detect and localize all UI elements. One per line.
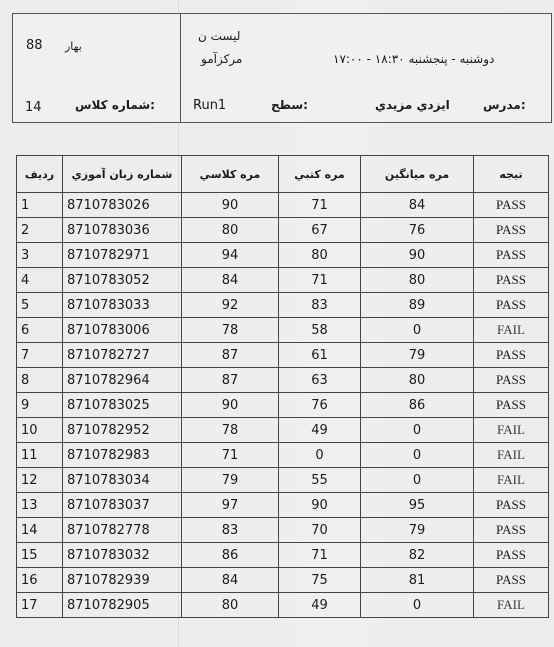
row-number-cell: 11 xyxy=(17,443,63,468)
result-cell: PASS xyxy=(474,243,549,268)
table-row xyxy=(17,543,549,568)
result-cell: FAIL xyxy=(474,593,549,618)
average-score-cell: 86 xyxy=(361,393,474,418)
student-id-cell: 8710783026 xyxy=(63,193,182,218)
term-label: بهار xyxy=(65,40,82,53)
class-score-cell: 80 xyxy=(182,593,279,618)
col-header-average-score: مره ميانگين xyxy=(361,156,474,193)
level-label: سطح: xyxy=(271,98,308,112)
result-cell: PASS xyxy=(474,518,549,543)
written-score-cell: 80 xyxy=(279,243,361,268)
student-id-cell: 8710782939 xyxy=(63,568,182,593)
average-score-cell: 0 xyxy=(361,593,474,618)
table-row xyxy=(17,393,549,418)
student-id-cell: 8710782905 xyxy=(63,593,182,618)
average-score-cell: 76 xyxy=(361,218,474,243)
row-number-cell: 9 xyxy=(17,393,63,418)
table-row xyxy=(17,293,549,318)
table-row xyxy=(17,318,549,343)
result-cell: PASS xyxy=(474,268,549,293)
class-number-label: شماره كلاس: xyxy=(75,98,155,112)
average-score-cell: 80 xyxy=(361,268,474,293)
average-score-cell: 0 xyxy=(361,418,474,443)
student-id-cell: 8710783052 xyxy=(63,268,182,293)
class-score-cell: 87 xyxy=(182,343,279,368)
result-cell: PASS xyxy=(474,218,549,243)
class-score-cell: 87 xyxy=(182,368,279,393)
written-score-cell: 90 xyxy=(279,493,361,518)
table-row xyxy=(17,568,549,593)
class-score-cell: 83 xyxy=(182,518,279,543)
row-number-cell: 3 xyxy=(17,243,63,268)
table-row xyxy=(17,218,549,243)
result-cell: PASS xyxy=(474,193,549,218)
student-id-cell: 8710782952 xyxy=(63,418,182,443)
written-score-cell: 49 xyxy=(279,418,361,443)
written-score-cell: 61 xyxy=(279,343,361,368)
average-score-cell: 0 xyxy=(361,443,474,468)
class-score-cell: 92 xyxy=(182,293,279,318)
class-score-cell: 78 xyxy=(182,418,279,443)
student-id-cell: 8710782778 xyxy=(63,518,182,543)
table-row xyxy=(17,593,549,618)
header-box xyxy=(12,13,552,123)
class-score-cell: 84 xyxy=(182,568,279,593)
row-number-cell: 1 xyxy=(17,193,63,218)
written-score-cell: 71 xyxy=(279,193,361,218)
table-row xyxy=(17,443,549,468)
table-row xyxy=(17,418,549,443)
grades-table xyxy=(16,155,549,618)
written-score-cell: 71 xyxy=(279,543,361,568)
written-score-cell: 49 xyxy=(279,593,361,618)
row-number-cell: 6 xyxy=(17,318,63,343)
student-id-cell: 8710783032 xyxy=(63,543,182,568)
result-cell: PASS xyxy=(474,568,549,593)
student-id-cell: 8710783006 xyxy=(63,318,182,343)
row-number-cell: 16 xyxy=(17,568,63,593)
col-header-student-id: شماره زبان آموزي xyxy=(63,156,182,193)
row-number-cell: 13 xyxy=(17,493,63,518)
col-header-row-number: رديف xyxy=(17,156,63,193)
center-partial: مركزآمو xyxy=(201,52,243,66)
row-number-cell: 7 xyxy=(17,343,63,368)
written-score-cell: 76 xyxy=(279,393,361,418)
student-id-cell: 8710783037 xyxy=(63,493,182,518)
result-cell: FAIL xyxy=(474,418,549,443)
result-cell: FAIL xyxy=(474,443,549,468)
average-score-cell: 89 xyxy=(361,293,474,318)
term-value: 88 xyxy=(26,38,43,53)
written-score-cell: 71 xyxy=(279,268,361,293)
average-score-cell: 90 xyxy=(361,243,474,268)
written-score-cell: 70 xyxy=(279,518,361,543)
written-score-cell: 75 xyxy=(279,568,361,593)
average-score-cell: 82 xyxy=(361,543,474,568)
row-number-cell: 14 xyxy=(17,518,63,543)
result-cell: PASS xyxy=(474,393,549,418)
result-cell: PASS xyxy=(474,493,549,518)
class-score-cell: 90 xyxy=(182,193,279,218)
average-score-cell: 79 xyxy=(361,518,474,543)
class-score-cell: 80 xyxy=(182,218,279,243)
class-score-cell: 97 xyxy=(182,493,279,518)
table-row xyxy=(17,368,549,393)
result-cell: FAIL xyxy=(474,318,549,343)
result-cell: PASS xyxy=(474,368,549,393)
table-row xyxy=(17,518,549,543)
row-number-cell: 15 xyxy=(17,543,63,568)
row-number-cell: 8 xyxy=(17,368,63,393)
average-score-cell: 84 xyxy=(361,193,474,218)
col-header-result: تيجه xyxy=(474,156,549,193)
student-id-cell: 8710782727 xyxy=(63,343,182,368)
teacher-label: مدرس: xyxy=(483,98,526,112)
row-number-cell: 5 xyxy=(17,293,63,318)
average-score-cell: 79 xyxy=(361,343,474,368)
table-row xyxy=(17,343,549,368)
student-id-cell: 8710783033 xyxy=(63,293,182,318)
student-id-cell: 8710782971 xyxy=(63,243,182,268)
table-header-row xyxy=(17,156,549,193)
written-score-cell: 55 xyxy=(279,468,361,493)
class-score-cell: 94 xyxy=(182,243,279,268)
result-cell: PASS xyxy=(474,343,549,368)
teacher-name: ايزدي مزيدي xyxy=(375,98,450,112)
row-number-cell: 12 xyxy=(17,468,63,493)
average-score-cell: 0 xyxy=(361,468,474,493)
student-id-cell: 8710783034 xyxy=(63,468,182,493)
col-header-written-score: مره كتبي xyxy=(279,156,361,193)
col-header-class-score: مره كلاسي xyxy=(182,156,279,193)
class-number-value: 14 xyxy=(25,100,42,115)
row-number-cell: 17 xyxy=(17,593,63,618)
table-row xyxy=(17,493,549,518)
row-number-cell: 2 xyxy=(17,218,63,243)
class-score-cell: 90 xyxy=(182,393,279,418)
student-id-cell: 8710782964 xyxy=(63,368,182,393)
class-score-cell: 78 xyxy=(182,318,279,343)
result-cell: PASS xyxy=(474,543,549,568)
class-score-cell: 86 xyxy=(182,543,279,568)
average-score-cell: 80 xyxy=(361,368,474,393)
average-score-cell: 0 xyxy=(361,318,474,343)
student-id-cell: 8710783025 xyxy=(63,393,182,418)
class-score-cell: 84 xyxy=(182,268,279,293)
written-score-cell: 67 xyxy=(279,218,361,243)
written-score-cell: 63 xyxy=(279,368,361,393)
written-score-cell: 0 xyxy=(279,443,361,468)
level-value: Run1 xyxy=(193,98,227,113)
written-score-cell: 83 xyxy=(279,293,361,318)
student-id-cell: 8710782983 xyxy=(63,443,182,468)
schedule-text: دوشنبه - پنجشنبه ۱۸:۳۰ - ۱۷:۰۰ xyxy=(333,52,495,66)
average-score-cell: 95 xyxy=(361,493,474,518)
average-score-cell: 81 xyxy=(361,568,474,593)
row-number-cell: 4 xyxy=(17,268,63,293)
table-row xyxy=(17,268,549,293)
result-cell: FAIL xyxy=(474,468,549,493)
written-score-cell: 58 xyxy=(279,318,361,343)
row-number-cell: 10 xyxy=(17,418,63,443)
class-score-cell: 71 xyxy=(182,443,279,468)
table-row xyxy=(17,468,549,493)
result-cell: PASS xyxy=(474,293,549,318)
title-partial: ليست ن xyxy=(198,29,241,43)
student-id-cell: 8710783036 xyxy=(63,218,182,243)
class-score-cell: 79 xyxy=(182,468,279,493)
table-row xyxy=(17,243,549,268)
table-row xyxy=(17,193,549,218)
